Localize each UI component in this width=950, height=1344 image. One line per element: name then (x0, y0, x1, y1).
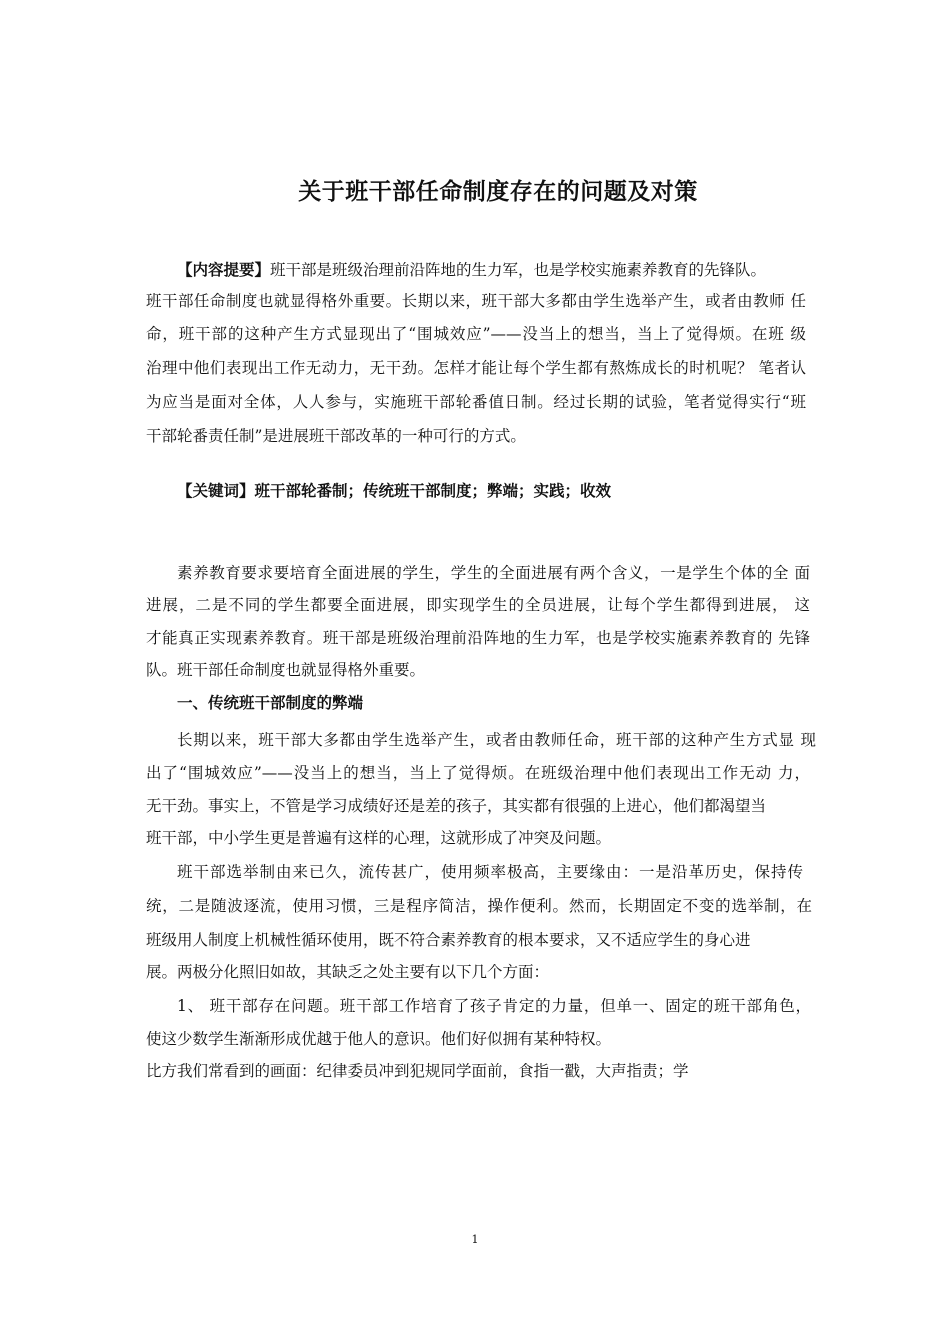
body-line: 统，二是随波逐流，使用习惯，三是程序简洁，操作便利。然而，长期固定不变的选举制，在 (146, 897, 812, 915)
body-line: 出了“围城效应”——没当上的想当，当上了觉得烦。在班级治理中他们表现出工作无动 力， (146, 764, 810, 782)
body-line: 比方我们常看到的画面：纪律委员冲到犯规同学面前，食指一戳，大声指责；学 (146, 1062, 689, 1080)
body-line: 1、 班干部存在问题。班干部工作培育了孩子肯定的力量，但单一、固定的班干部角色， (177, 997, 811, 1015)
abstract-line: 治理中他们表现出工作无动力，无干劲。怎样才能让每个学生都有熬炼成长的时机呢？ 笔者认 (146, 359, 806, 377)
abstract-line: 班干部任命制度也就显得格外重要。长期以来，班干部大多都由学生选举产生，或者由教师 任 (146, 292, 806, 310)
section-heading: 一、传统班干部制度的弊端 (177, 694, 364, 712)
keywords-text: 班干部轮番制；传统班干部制度；弊端；实践；收效 (254, 482, 612, 500)
body-line: 展。两极分化照旧如故，其缺乏之处主要有以下几个方面： (146, 963, 550, 981)
body-line: 长期以来，班干部大多都由学生选举产生，或者由教师任命，班干部的这种产生方式显 现 (177, 731, 816, 749)
intro-line: 进展，二是不同的学生都要全面进展，即实现学生的全员进展，让每个学生都得到进展， 这 (146, 596, 810, 614)
keywords-line (177, 480, 611, 502)
body-line: 班干部选举制由来已久，流传甚广，使用频率极高，主要缘由：一是沿革历史，保持传 (177, 863, 803, 881)
body-line: 无干劲。事实上，不管是学习成绩好还是差的孩子，其实都有很强的上进心，他们都渴望当 (146, 797, 767, 815)
body-line: 班级用人制度上机械性循环使用，既不符合素养教育的根本要求，又不适应学生的身心进 (146, 931, 751, 949)
body-line: 使这少数学生渐渐形成优越于他人的意识。他们好似拥有某种特权。 (146, 1030, 612, 1048)
abstract-label: 【内容提要】 (177, 261, 271, 279)
abstract-line: 干部轮番责任制”是进展班干部改革的一种可行的方式。 (146, 427, 526, 445)
intro-line: 才能真正实现素养教育。班干部是班级治理前沿阵地的生力军，也是学校实施素养教育的 先锋 (146, 629, 810, 647)
abstract-line: 命，班干部的这种产生方式显现出了“围城效应”——没当上的想当，当上了觉得烦。在班 级 (146, 325, 806, 343)
page-number: 1 (471, 1233, 479, 1246)
intro-line: 素养教育要求要培育全面进展的学生，学生的全面进展有两个含义，一是学生个体的全 面 (177, 564, 810, 582)
intro-line: 队。班干部任命制度也就显得格外重要。 (146, 661, 426, 679)
body-line: 班干部，中小学生更是普遍有这样的心理，这就形成了冲突及问题。 (146, 829, 612, 847)
document-title: 关于班干部任命制度存在的问题及对策 (298, 179, 698, 205)
abstract-line: 为应当是面对全体，人人参与，实施班干部轮番值日制。经过长期的试验，笔者觉得实行“班 (146, 393, 806, 411)
abstract-first-line (177, 259, 766, 281)
keywords-label: 【关键词】 (177, 482, 255, 500)
abstract-first-text: 班干部是班级治理前沿阵地的生力军，也是学校实施素养教育的先锋队。 (270, 261, 767, 279)
